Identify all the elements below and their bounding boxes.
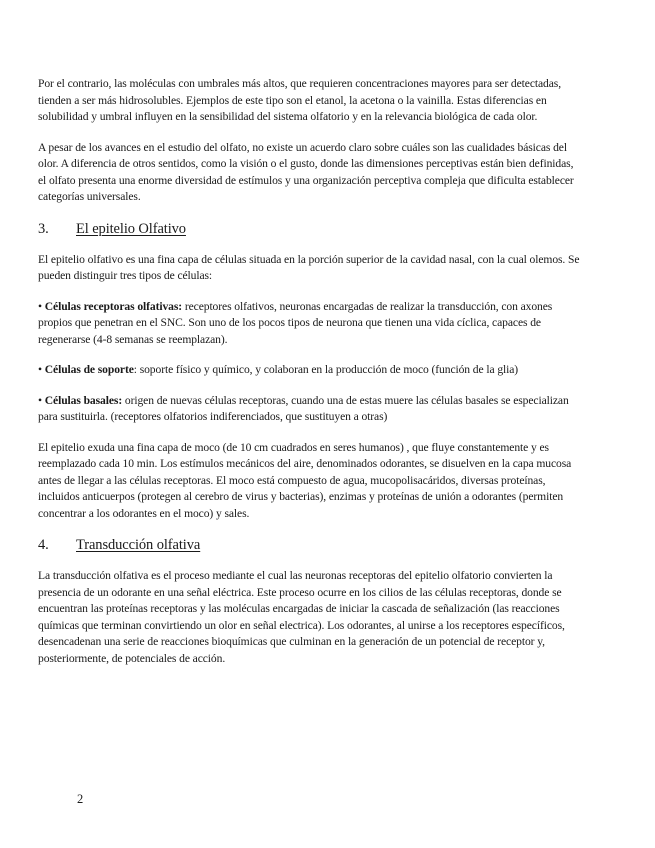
bullet: •	[38, 393, 45, 407]
section-3-title: El epitelio Olfativo	[76, 220, 186, 237]
section-3-mucus-paragraph: El epitelio exuda una fina capa de moco (de 10 cm cuadrados en seres humanos) , que fluye constantemente y es reemplazado cada 10 min. Los estímulos mecánicos del aire, denominados odorantes, se disuelven en la capa mucosa antes de llegar a las células receptoras. El moco está compuesto de agua, mucopolisacáridos, diversas proteínas, incluidos anticuerpos (protegen al cerebro de virus y bacterias), enzimas y proteínas de unión a odorantes (permiten concentrar a los odorantes en el moco) y sales.	[38, 440, 572, 520]
paragraph-high-threshold-molecules: Por el contrario, las moléculas con umbrales más altos, que requieren concentraciones mayores para ser detectadas, tienden a ser más hidrosolubles. Ejemplos de este tipo son el etanol, la acetona o la vainilla. Estas diferencias en solubilidad y umbral influyen en la sensibilidad del sistema olfatorio y en la relevancia biológica de cada olor.	[38, 77, 561, 123]
cell-type-term: Células de soporte	[44, 363, 134, 376]
bullet: •	[38, 363, 45, 376]
cell-type-description: receptores olfativos, neuronas encargadas de realizar la transducción, con axones propios que penetran en el SNC. Son uno de los pocos tipos de neurona que tienen una vida cíclica, capaces de regenerarse (4-8 semanas se reemplazan).	[38, 299, 553, 346]
section-4-number: 4.	[38, 537, 49, 553]
section-3-number: 3.	[38, 220, 49, 237]
section-3-intro: El epitelio olfativo es una fina capa de células situada en la porción superior de la cavidad nasal, con la cual olemos. Se pueden distinguir tres tipos de células:	[38, 252, 580, 282]
page-number: 2	[77, 792, 84, 806]
bullet: •	[38, 299, 45, 313]
page-content	[38, 76, 583, 681]
cell-type-item-basales	[38, 393, 583, 426]
cell-type-term: Células basales:	[44, 393, 123, 407]
cell-type-term: Células receptoras olfativas:	[44, 299, 183, 313]
paragraph-odor-qualities: A pesar de los avances en el estudio del olfato, no existe un acuerdo claro sobre cuáles son las cualidades básicas del olor. A diferencia de otros sentidos, como la visión o el gusto, donde las dimensiones perceptivas están bien definidas, el olfato presenta una enorme diversidad de estímulos y una organización perceptiva compleja que dificulta establecer categorías universales.	[38, 140, 574, 203]
cell-type-item-receptoras	[38, 299, 583, 349]
cell-type-item-soporte	[38, 362, 583, 379]
section-4-title: Transducción olfativa	[76, 537, 201, 553]
cell-type-description: : soporte físico y químico, y colaboran en la producción de moco (función de la glia)	[133, 363, 519, 376]
section-3-heading	[38, 220, 583, 238]
section-4-heading	[38, 536, 583, 554]
cell-type-description: origen de nuevas células receptoras, cuando una de estas muere las células basales se especializan para sustituirla. (receptores olfatorios indiferenciados, que sustituyen a otras)	[38, 393, 569, 423]
section-4-body: La transducción olfativa es el proceso mediante el cual las neuronas receptoras del epitelio olfatorio convierten la presencia de un odorante en una señal eléctrica. Este proceso ocurre en los cilios de las células receptoras, donde se encuentran las proteínas receptoras y las moléculas encargadas de iniciar la cascada de señalización (las reacciones químicas que terminan convirtiendo un olor en señal electrica). Los odorantes, al unirse a los receptores específicos, desencadenan una serie de reacciones bioquímicas que culminan en la generación de un potencial de receptor y, posteriormente, de potenciales de acción.	[38, 569, 565, 665]
